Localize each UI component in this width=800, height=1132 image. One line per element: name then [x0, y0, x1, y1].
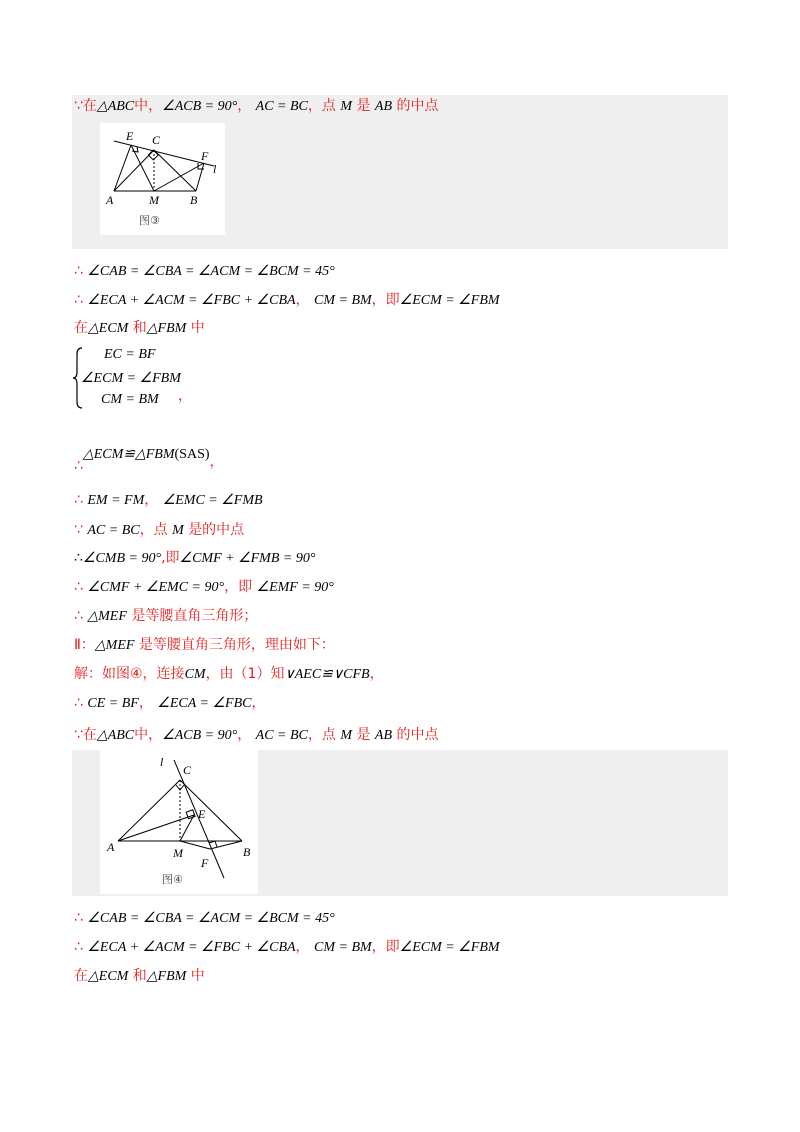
label-C: C — [183, 763, 192, 777]
label-A: A — [106, 193, 114, 207]
line-9: ∴ ∠CMF + ∠EMC = 90°，即 ∠EMF = 90° — [74, 579, 334, 595]
label-E: E — [126, 129, 134, 143]
segment-mf — [154, 163, 204, 191]
figure-3-caption: 图③ — [139, 214, 160, 227]
label-C: C — [152, 133, 161, 147]
segment-bf — [210, 841, 242, 849]
figure-4-diagram — [100, 750, 258, 894]
figure-3-diagram — [100, 123, 225, 235]
line-4: 在△ECM 和△FBM 中 — [74, 320, 205, 336]
label-A: A — [107, 840, 115, 854]
line-3: ∴ ∠ECA + ∠ACM = ∠FBC + ∠CBA， CM = BM，即∠ECM = ∠FBM — [74, 292, 500, 308]
line-1: ∵在△ABC中，∠ACB = 90°， AC = BC，点 M 是 AB 的中点 — [74, 98, 439, 114]
line-16: ∴ ∠ECA + ∠ACM = ∠FBC + ∠CBA， CM = BM，即∠ECM = ∠FBM — [74, 939, 500, 955]
segment-cb — [180, 780, 242, 841]
line-13: ∴ CE = BF， ∠ECA = ∠FBC， — [74, 695, 266, 711]
figure-4 — [100, 750, 258, 894]
label-F: F — [201, 149, 209, 163]
label-E: E — [198, 807, 206, 821]
figure-3 — [100, 123, 225, 235]
label-M: M — [173, 846, 183, 860]
line-11: Ⅱ：△MEF 是等腰直角三角形，理由如下： — [74, 637, 335, 653]
system-row-2: ∠ECM = ∠FBM — [81, 371, 181, 386]
line-6: ∴ EM = FM， ∠EMC = ∠FMB — [74, 492, 263, 508]
label-l: l — [160, 755, 164, 769]
line-7: ∵ AC = BC，点 M 是的中点 — [74, 522, 245, 538]
label-F: F — [201, 856, 209, 870]
system-comma: ， — [178, 388, 192, 404]
line-5: ∴△ECM≌△FBM(SAS)， — [74, 447, 224, 474]
system-row-3: CM = BM — [101, 392, 159, 407]
label-B: B — [190, 193, 198, 207]
line-15: ∴ ∠CAB = ∠CBA = ∠ACM = ∠BCM = 45° — [74, 910, 335, 926]
label-M: M — [149, 193, 159, 207]
line-12: 解：如图④，连接CM，由（1）知∨AEC≌∨CFB， — [74, 666, 384, 682]
segment-mf — [180, 841, 210, 849]
line-17: 在△ECM 和△FBM 中 — [74, 968, 205, 984]
segment-ac — [118, 780, 180, 841]
line-2: ∴ ∠CAB = ∠CBA = ∠ACM = ∠BCM = 45° — [74, 263, 335, 279]
system-row-1: EC = BF — [104, 347, 156, 362]
line-l — [114, 141, 214, 166]
line-8: ∴∠CMB = 90°,即∠CMF + ∠FMB = 90° — [74, 550, 316, 566]
segment-ae — [114, 145, 131, 191]
line-10: ∴ △MEF 是等腰直角三角形； — [74, 608, 258, 624]
label-l: l — [213, 162, 217, 176]
figure-4-caption: 图④ — [162, 873, 183, 886]
segment-ac — [114, 150, 154, 191]
line-14: ∵在△ABC中，∠ACB = 90°， AC = BC，点 M 是 AB 的中点 — [74, 727, 439, 743]
label-B: B — [243, 845, 251, 859]
